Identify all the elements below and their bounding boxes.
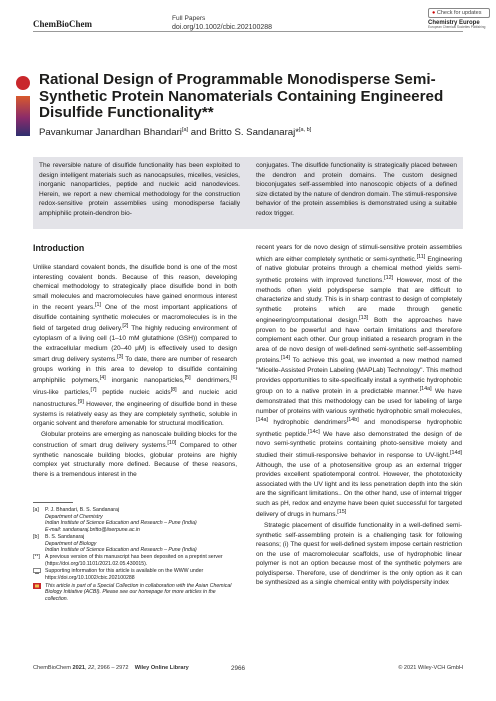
cover-image [16, 96, 30, 136]
footer-copyright: © 2021 Wiley-VCH GmbH [398, 665, 463, 671]
footnote-divider [33, 502, 73, 503]
footnote-label: [a] [33, 507, 39, 513]
check-updates-button[interactable] [428, 8, 490, 18]
abstract-box [33, 157, 463, 229]
paragraph: Unlike standard covalent bonds, the disulfide bond is one of the most interesting covalent bonds. Because of this reason, developing chemical methodology to strategically place disulfide bond in both small molecules and macromolecules have gained enormous interest in the recent years.[1] One of the most important applications of disulfide containing synthetic molecules or macromolecules is in the field of targeted drug delivery.[2] The highly reducing environment of cytoplasm of a living cell (1–10 mM glutathione (GSH)) compared to the extracellular medium (20–40 μM) is effectively used to design smart drug delivery systems.[3] To date, there are number of research groups working in this area to develop to disulfide containing amphiphilic polymers,[4] inorganic nanoparticles,[5] dendrimers,[6] virus-like particles,[7] peptide nucleic acids[8] and nucleic acid nanostructures.[9] However, the engineering of disulfide bond in these systems is relatively easy as they are completely synthetic, soluble in organic solvent and therefore amenable for structural modification. [33, 264, 237, 428]
wiley-library-link[interactable]: Wiley Online Library [134, 665, 189, 671]
supporting-info-text[interactable]: Supporting information for this article is available on the WWW under https://doi.org/10.1002/cbic.202100288 [45, 568, 204, 582]
body-column-left [33, 263, 237, 481]
check-updates-label: Check for updates [436, 10, 482, 16]
footnote-label: [**] [33, 553, 40, 560]
collection-text: This article is part of a Special Collection in collaboration with the Asian Chemical Biology Initiative (ACBI). Please see our homepage for more articles in the collection. [45, 582, 232, 603]
affiliation-line: B. S. Sandanaraj [45, 533, 85, 540]
affiliation-line: P. J. Bhandari, B. S. Sandanaraj [45, 507, 120, 513]
article-meta [172, 14, 272, 32]
email-link[interactable]: E-mail: sandanaraj.britto@iiserpune.ac.in [45, 527, 140, 534]
abstract-col-1: The reversible nature of disulfide functionality has been exploited to design intelligent materials such as nanocapsules, micelles, vesicles, inorganic nanoparticles, peptide and nucleic acid nanodevices. Herein, we report a new chemical methodology for the construction redox-sensitive protein assemblies using monodisperse facially amphiphilic protein-dendron bio- [39, 162, 240, 217]
footnotes [33, 507, 237, 603]
society-block [428, 8, 490, 30]
preprint-note [33, 554, 237, 567]
collection-icon [33, 583, 41, 589]
page-footer [33, 665, 463, 675]
footer-citation [33, 665, 189, 671]
society-subtitle: European Chemical Societies Publishing [428, 25, 486, 29]
section-heading: Introduction [33, 243, 85, 253]
society-name: Chemistry Europe [428, 20, 480, 26]
collection-note [33, 583, 237, 603]
header-divider [33, 31, 463, 32]
affiliation-line: Indian Institute of Science Education and Research – Pune (India) [45, 520, 197, 527]
article-doi[interactable]: doi.org/10.1002/cbic.202100288 [172, 24, 273, 31]
abstract-col-2: conjugates. The disulfide functionality is strategically placed between the dendron and protein domains. The custom designed bioconjugates self-assembled into nanoscopic objects of a defined size dictated by the nature of dendron domain. The stimuli-responsive behavior of the protein assemblies is demonstrated using a suitable redox trigger. [256, 162, 457, 217]
affiliation-a [33, 507, 237, 534]
paragraph: recent years for de novo design of stimuli-sensitive protein assemblies which are either completely synthetic or semi-synthetic.[11] Engineering of native globular proteins through a chemical method yields semi-synthetic proteins with improved functions.[12] However, most of the methods often yield polydisperse sample that are difficult to characterize and study. This is in sharp contrast to design of completely synthetic proteins which are made through genetic engineering/computational design.[13] Both the approaches have proven to be powerful and have certain limitations and therefore complement each other. Our group initiated a research program in the area of de novo design of well-defined semi-synthetic self-assembling proteins.[14] To achieve this goal, we invented a new method named "Micelle-Assisted Protein Labeling (MAPLab) Technology". This method provides opportunities to site-specifically install a synthetic hydrophobic group on to a native protein in a predictable manner.[14a] We have demonstrated that this methodology can be used for labeling of large number of proteins with various synthetic hydrophobic small molecules,[14a] hydrophobic dendrimers[14b] and monodisperse hydrophobic synthetic peptide.[14c] We have also demonstrated the design of de novo semi-synthetic proteins containing photo-sensitive moiety and studied their stimuli-responsive behavior in response to UV-light.[14d] Although, the use of a photosensitive group as an external trigger provides excellent spatiotemporal control. However, the phototoxicity associated with the UV light and its less penetration depth into the skin are the significant limitations.. On the other hand, use of internal trigger such as pH, redox and enzyme have been quiet successful for targeted delivery of drugs in humans.[15] [256, 244, 463, 519]
supporting-info-icon [33, 568, 41, 574]
affiliation-line: Department of Biology [45, 540, 97, 547]
paragraph: Globular proteins are emerging as nanoscale building blocks for the construction of smart drug delivery systems.[10] Compared to other synthetic nanoscale building blocks, globular proteins are highly complex yet structurally more defined. Because of these reasons, there is a tremendous interest in the [33, 430, 237, 479]
article-type: Full Papers [172, 15, 206, 22]
affiliation-b [33, 534, 237, 554]
paragraph: Strategic placement of disulfide functionality in a well-defined semi-synthetic self-assembling protein is a challenging task for following reasons; (i) The quest for well-defined system impose certain restriction on the use of macromolecular scaffolds, use of hydrophobic linear polymer is not an option because most of the synthetic polymers are polydisperse. Therefore, use of dendrimer is the only option as it can be synthesized as a single chemical entity with polydispersity index [256, 522, 462, 587]
article-title: Rational Design of Programmable Monodisperse Semi-Synthetic Protein Nanomaterials Containing Engineered Disulfide Functionality** [39, 71, 444, 121]
preprint-text: A previous version of this manuscript has been deposited on a preprint server (https://doi.org/10.1101/2021.02.05.430015). [45, 553, 223, 567]
affiliation-line: Indian Institute of Science Education and Research – Pune (India) [45, 547, 197, 554]
citation-text: ChemBioChem 2021, 22, 2966 – 2972 [33, 665, 129, 671]
journal-name: ChemBioChem [33, 19, 92, 29]
check-icon: ● [432, 10, 436, 16]
journal-logo-icon [16, 76, 30, 90]
supporting-info-note [33, 568, 237, 581]
footnote-label: [b] [33, 533, 39, 540]
body-column-right [256, 243, 462, 589]
page-number: 2966 [231, 665, 246, 672]
affiliation-line: Department of Chemistry [45, 513, 103, 520]
article-authors: Pavankumar Janardhan Bhandari[a] and Britto S. Sandanaraj*[a, b] [39, 127, 312, 139]
